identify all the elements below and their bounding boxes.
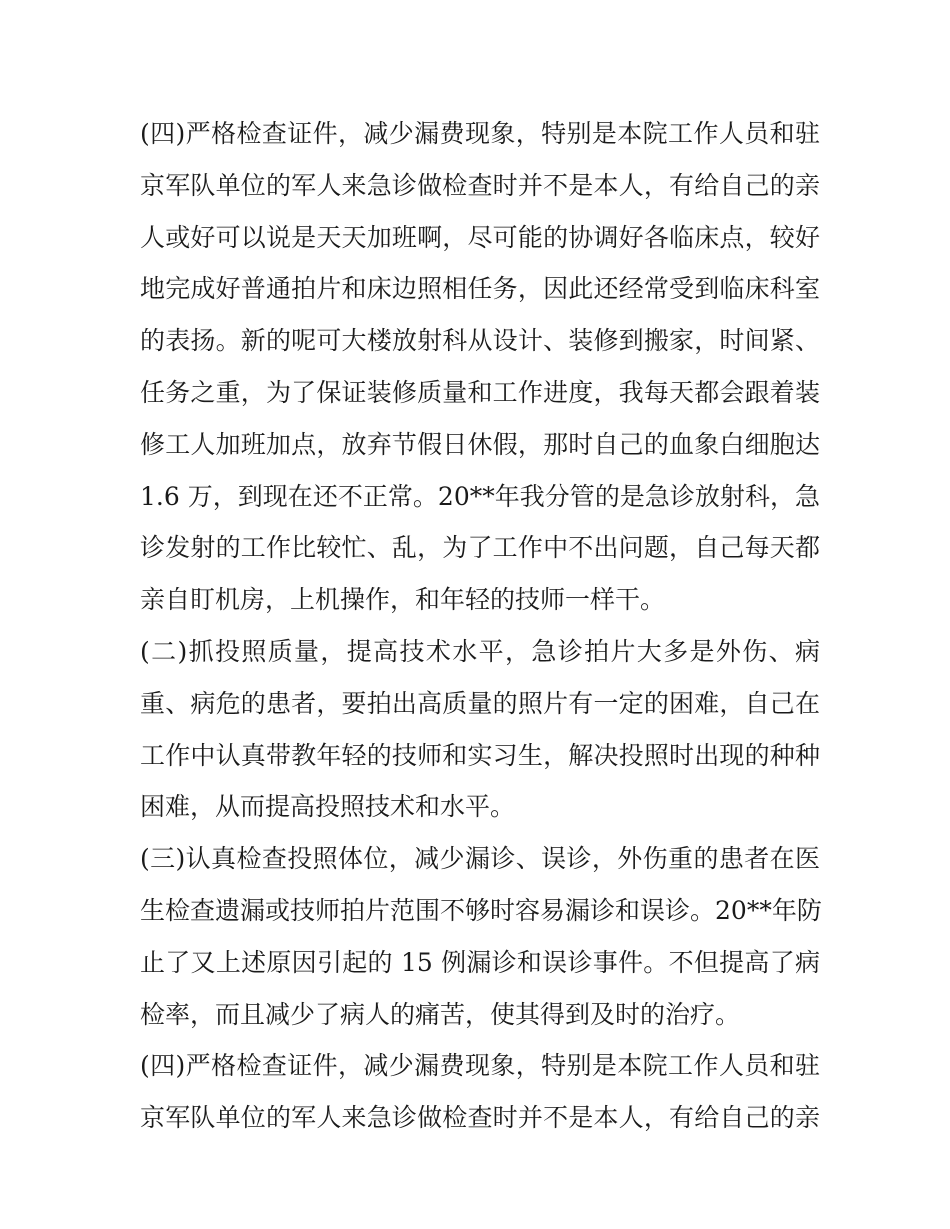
text-line: 京军队单位的军人来急诊做检查时并不是本人，有给自己的亲 <box>140 1103 820 1133</box>
text-line: 亲自盯机房，上机操作，和年轻的技师一样干。 <box>140 585 666 615</box>
text-line: 诊发射的工作比较忙、乱，为了工作中不出问题，自己每天都 <box>140 533 820 563</box>
text-line: (三)认真检查投照体位，减少漏诊、误诊，外伤重的患者在医 <box>140 844 820 874</box>
text-line: (四)严格检查证件，减少漏费现象，特别是本院工作人员和驻 <box>140 119 820 148</box>
text-line: 修工人加班加点，放弃节假日休假，那时自己的血象白细胞达 <box>140 429 820 459</box>
text-line: 京军队单位的军人来急诊做检查时并不是本人，有给自己的亲 <box>140 170 820 200</box>
text-line: 检率，而且减少了病人的痛苦，使其得到及时的治疗。 <box>140 999 741 1029</box>
text-line: 重、病危的患者，要拍出高质量的照片有一定的困难，自己在 <box>140 688 820 718</box>
text-line: 地完成好普通拍片和床边照相任务，因此还经常受到临床科室 <box>140 274 820 304</box>
text-line: 工作中认真带教年轻的技师和实习生，解决投照时出现的种种 <box>140 740 820 770</box>
text-line: 任务之重，为了保证装修质量和工作进度，我每天都会跟着装 <box>140 377 820 407</box>
text-line: 人或好可以说是天天加班啊，尽可能的协调好各临床点，较好 <box>140 222 820 252</box>
text-line: 1.6 万，到现在还不正常。20**年我分管的是急诊放射科，急 <box>140 481 820 511</box>
text-line: 的表扬。新的呢可大楼放射科从设计、装修到搬家，时间紧、 <box>140 326 820 356</box>
text-line: (四)严格检查证件，减少漏费现象，特别是本院工作人员和驻 <box>140 1051 820 1081</box>
text-line: 生检查遗漏或技师拍片范围不够时容易漏诊和误诊。20**年防 <box>140 895 822 925</box>
text-line: (二)抓投照质量，提高技术水平，急诊拍片大多是外伤、病 <box>140 636 820 666</box>
text-line: 止了又上述原因引起的 15 例漏诊和误诊事件。不但提高了病 <box>140 947 820 977</box>
text-line: 困难，从而提高投照技术和水平。 <box>140 792 516 822</box>
body-text <box>140 108 820 1144</box>
